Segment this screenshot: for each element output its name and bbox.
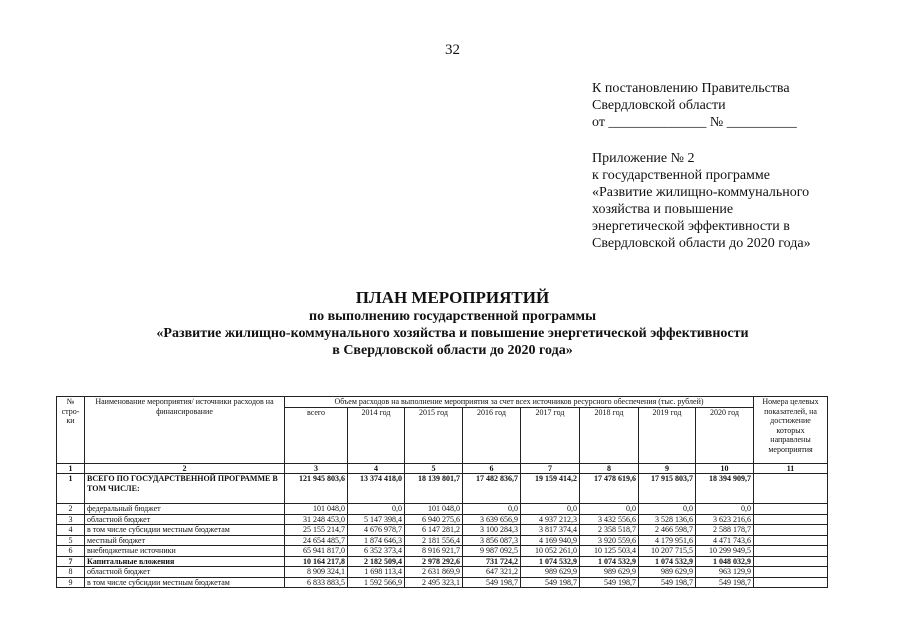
row-value: 101 048,0 (285, 504, 348, 515)
header-year: 2017 год (521, 407, 580, 463)
row-value: 4 169 940,9 (521, 535, 580, 546)
row-value: 3 817 374,4 (521, 525, 580, 536)
row-value: 13 374 418,0 (348, 474, 405, 504)
row-value: 4 676 978,7 (348, 525, 405, 536)
row-value: 549 198,7 (696, 577, 754, 588)
row-value: 1 592 566,9 (348, 577, 405, 588)
row-indicators (754, 556, 828, 567)
row-value: 3 528 136,6 (639, 514, 696, 525)
row-value: 1 698 113,4 (348, 567, 405, 578)
table-row-capital (57, 556, 828, 567)
table-row (57, 546, 828, 557)
column-index: 8 (580, 463, 639, 474)
row-value: 6 352 373,4 (348, 546, 405, 557)
page-number: 32 (445, 42, 460, 58)
row-value: 549 198,7 (580, 577, 639, 588)
row-value: 6 833 883,5 (285, 577, 348, 588)
row-value: 2 588 178,7 (696, 525, 754, 536)
column-index: 10 (696, 463, 754, 474)
row-number: 6 (57, 546, 85, 557)
plan-title-heading: ПЛАН МЕРОПРИЯТИЙ (355, 288, 550, 307)
column-index: 5 (405, 463, 463, 474)
column-index: 11 (754, 463, 828, 474)
header-year: 2015 год (405, 407, 463, 463)
row-value: 3 856 087,3 (463, 535, 521, 546)
row-value: 2 978 292,6 (405, 556, 463, 567)
column-index: 7 (521, 463, 580, 474)
table-row (57, 525, 828, 536)
column-index: 1 (57, 463, 85, 474)
header-year: 2018 год (580, 407, 639, 463)
column-index: 4 (348, 463, 405, 474)
program-name-line: в Свердловской области до 2020 года» (332, 343, 573, 358)
row-value: 731 724,2 (463, 556, 521, 567)
header-year: 2020 год (696, 407, 754, 463)
row-value: 3 623 216,6 (696, 514, 754, 525)
row-value: 4 179 951,6 (639, 535, 696, 546)
row-value: 24 654 485,7 (285, 535, 348, 546)
row-value: 0,0 (463, 504, 521, 515)
row-value: 10 207 715,5 (639, 546, 696, 557)
row-value: 10 164 217,8 (285, 556, 348, 567)
header-target-indicators: Номера целевых показателей, на достижение которых направлены мероприятия (754, 397, 828, 464)
resolution-date-number-line: от ______________ № __________ (592, 115, 797, 130)
header-activity-name: Наименование мероприятия/ источники расходов на финансирование (85, 397, 285, 464)
table-row (57, 504, 828, 515)
row-number: 7 (57, 556, 85, 567)
row-name: Капитальные вложения (85, 556, 285, 567)
row-value: 17 482 836,7 (463, 474, 521, 504)
resolution-reference (592, 80, 797, 131)
row-value: 0,0 (521, 504, 580, 515)
row-indicators (754, 514, 828, 525)
table-row (57, 514, 828, 525)
row-value: 1 048 032,9 (696, 556, 754, 567)
column-index: 3 (285, 463, 348, 474)
row-value: 6 147 281,2 (405, 525, 463, 536)
row-value: 101 048,0 (405, 504, 463, 515)
appendix-line: «Развитие жилищно-коммунального (592, 185, 810, 200)
header-year: 2014 год (348, 407, 405, 463)
row-value: 989 629,9 (521, 567, 580, 578)
header-year: всего (285, 407, 348, 463)
row-number: 9 (57, 577, 85, 588)
row-name: федеральный бюджет (85, 504, 285, 515)
row-value: 989 629,9 (639, 567, 696, 578)
row-value: 8 909 324,1 (285, 567, 348, 578)
row-value: 647 321,2 (463, 567, 521, 578)
resolution-line: К постановлению Правительства (592, 81, 790, 96)
row-value: 549 198,7 (463, 577, 521, 588)
table-row (57, 567, 828, 578)
appendix-line: Свердловской области до 2020 года» (592, 236, 811, 251)
row-value: 18 139 801,7 (405, 474, 463, 504)
appendix-line: хозяйства и повышение (592, 202, 734, 217)
row-value: 65 941 817,0 (285, 546, 348, 557)
row-indicators (754, 474, 828, 504)
row-value: 17 915 803,7 (639, 474, 696, 504)
row-indicators (754, 546, 828, 557)
row-value: 121 945 803,6 (285, 474, 348, 504)
row-value: 6 940 275,6 (405, 514, 463, 525)
row-value: 549 198,7 (521, 577, 580, 588)
row-number: 5 (57, 535, 85, 546)
row-name: внебюджетные источники (85, 546, 285, 557)
resolution-line: Свердловской области (592, 98, 726, 113)
row-value: 2 495 323,1 (405, 577, 463, 588)
row-indicators (754, 525, 828, 536)
row-value: 549 198,7 (639, 577, 696, 588)
row-value: 0,0 (696, 504, 754, 515)
row-name: местный бюджет (85, 535, 285, 546)
row-value: 1 874 646,3 (348, 535, 405, 546)
plan-title-subheading: по выполнению государственной программы (309, 309, 596, 324)
header-year: 2016 год (463, 407, 521, 463)
row-value: 989 629,9 (580, 567, 639, 578)
row-number: 8 (57, 567, 85, 578)
appendix-reference (592, 150, 852, 252)
column-index: 2 (85, 463, 285, 474)
row-value: 2 358 518,7 (580, 525, 639, 536)
column-index: 9 (639, 463, 696, 474)
header-expense-volume: Объем расходов на выполнение мероприятия за счет всех источников ресурсного обеспечения (тыс. рублей) (285, 397, 754, 408)
row-value: 2 631 869,9 (405, 567, 463, 578)
column-index-row (57, 463, 828, 474)
row-indicators (754, 567, 828, 578)
row-value: 8 916 921,7 (405, 546, 463, 557)
row-value: 4 937 212,3 (521, 514, 580, 525)
row-value: 10 299 949,5 (696, 546, 754, 557)
row-value: 4 471 743,6 (696, 535, 754, 546)
row-value: 3 920 559,6 (580, 535, 639, 546)
row-value: 963 129,9 (696, 567, 754, 578)
row-value: 2 182 509,4 (348, 556, 405, 567)
appendix-line: Приложение № 2 (592, 151, 695, 166)
row-value: 10 052 261,0 (521, 546, 580, 557)
row-value: 0,0 (639, 504, 696, 515)
column-index: 6 (463, 463, 521, 474)
row-value: 19 159 414,2 (521, 474, 580, 504)
row-value: 2 466 598,7 (639, 525, 696, 536)
row-name: ВСЕГО ПО ГОСУДАРСТВЕННОЙ ПРОГРАММЕ В ТОМ ЧИСЛЕ: (85, 474, 285, 504)
table-row (57, 577, 828, 588)
row-name: в том числе субсидии местным бюджетам (85, 525, 285, 536)
row-number: 3 (57, 514, 85, 525)
row-number: 1 (57, 474, 85, 504)
row-number: 4 (57, 525, 85, 536)
row-value: 18 394 909,7 (696, 474, 754, 504)
plan-table (56, 396, 828, 588)
row-name: в том числе субсидии местным бюджетам (85, 577, 285, 588)
table-row-total (57, 474, 828, 504)
row-value: 1 074 532,9 (639, 556, 696, 567)
header-year: 2019 год (639, 407, 696, 463)
header-row-number: № стро-ки (57, 397, 85, 464)
row-indicators (754, 504, 828, 515)
row-value: 9 987 092,5 (463, 546, 521, 557)
row-value: 3 639 656,9 (463, 514, 521, 525)
row-value: 3 100 284,3 (463, 525, 521, 536)
row-value: 0,0 (348, 504, 405, 515)
row-value: 3 432 556,6 (580, 514, 639, 525)
row-indicators (754, 577, 828, 588)
row-value: 17 478 619,6 (580, 474, 639, 504)
row-indicators (754, 535, 828, 546)
row-name: областной бюджет (85, 567, 285, 578)
row-value: 31 248 453,0 (285, 514, 348, 525)
row-value: 10 125 503,4 (580, 546, 639, 557)
program-name-line: «Развитие жилищно-коммунального хозяйства и повышение энергетической эффективности (156, 326, 749, 341)
row-value: 1 074 532,9 (521, 556, 580, 567)
table-row (57, 535, 828, 546)
row-value: 25 155 214,7 (285, 525, 348, 536)
appendix-line: к государственной программе (592, 168, 770, 183)
row-value: 0,0 (580, 504, 639, 515)
row-value: 5 147 398,4 (348, 514, 405, 525)
appendix-line: энергетической эффективности в (592, 219, 790, 234)
row-number: 2 (57, 504, 85, 515)
row-value: 2 181 556,4 (405, 535, 463, 546)
row-name: областной бюджет (85, 514, 285, 525)
row-value: 1 074 532,9 (580, 556, 639, 567)
plan-title (0, 288, 905, 359)
